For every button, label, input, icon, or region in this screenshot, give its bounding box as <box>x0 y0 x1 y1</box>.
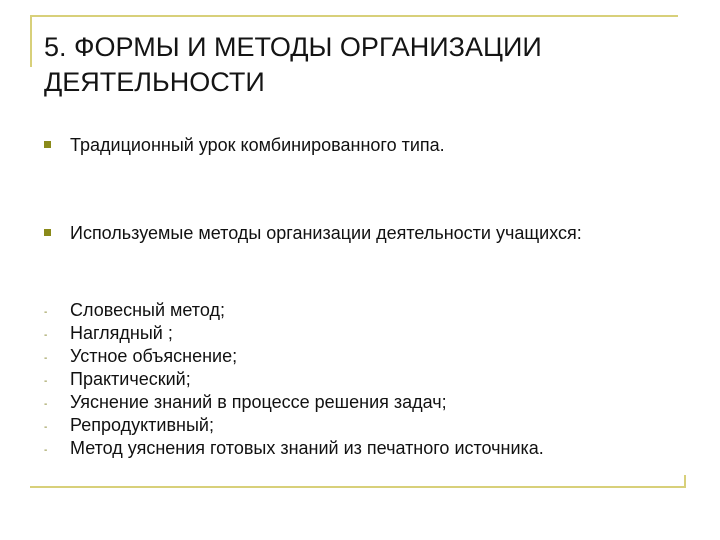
list-item <box>44 324 684 347</box>
dash-marker: - <box>44 307 48 318</box>
right-border-line <box>684 475 686 488</box>
bullet-text: Традиционный урок комбинированного типа. <box>70 135 445 155</box>
top-border-line <box>30 15 678 17</box>
dash-marker: - <box>44 445 48 456</box>
list-item <box>44 393 684 416</box>
methods-list <box>44 301 684 462</box>
list-item <box>44 439 684 462</box>
method-text: Метод уяснения готовых знаний из печатного источника. <box>70 438 544 458</box>
list-item <box>44 347 684 370</box>
method-text: Словесный метод; <box>70 300 225 320</box>
method-text: Практический; <box>70 369 191 389</box>
dash-marker: - <box>44 353 48 364</box>
method-text: Устное объяснение; <box>70 346 238 366</box>
method-text: Репродуктивный; <box>70 415 214 435</box>
slide-title: 5. ФОРМЫ И МЕТОДЫ ОРГАНИЗАЦИИ ДЕЯТЕЛЬНОСТИ <box>44 32 542 97</box>
method-text: Уяснение знаний в процессе решения задач; <box>70 392 447 412</box>
left-border-line <box>30 15 32 67</box>
list-item <box>44 301 684 324</box>
dash-marker: - <box>44 376 48 387</box>
dash-marker: - <box>44 422 48 433</box>
list-item <box>44 416 684 439</box>
square-bullet-icon <box>44 141 51 148</box>
method-text: Наглядный ; <box>70 323 173 343</box>
dash-marker: - <box>44 330 48 341</box>
bottom-border-line <box>30 486 686 488</box>
list-item <box>44 370 684 393</box>
dash-marker: - <box>44 399 48 410</box>
square-bullet-icon <box>44 229 51 236</box>
bullet-text: Используемые методы организации деятельности учащихся: <box>70 223 582 243</box>
